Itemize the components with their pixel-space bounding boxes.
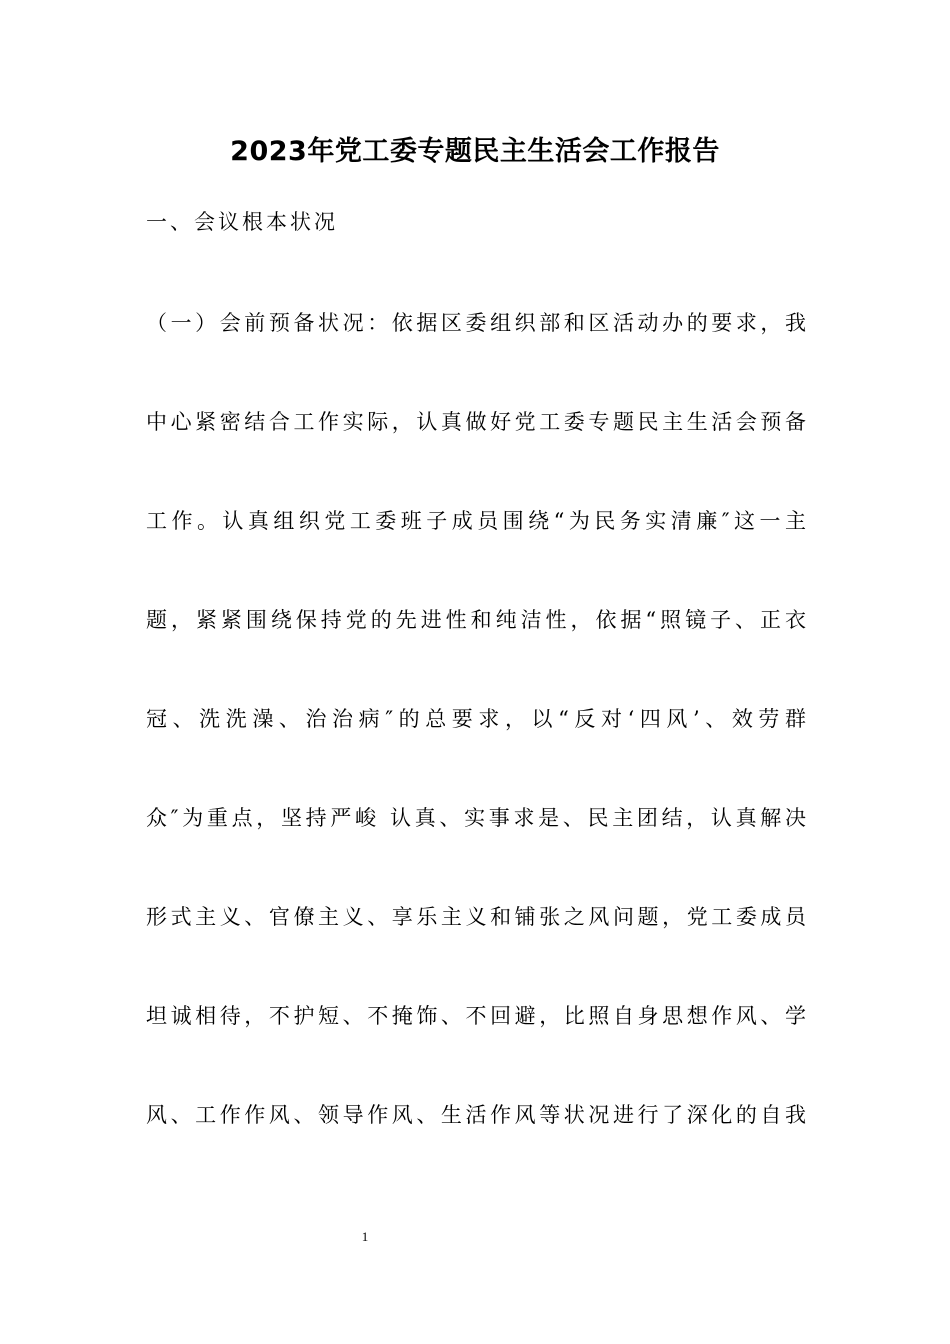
paragraph-line: 众″为重点，坚持严峻 认真、实事求是、民主团结，认真解决 (146, 806, 806, 830)
document-title: 2023年党工委专题民主生活会工作报告 (230, 136, 720, 167)
paragraph-line: 坦诚相待，不护短、不掩饰、不回避，比照自身思想作风、学 (146, 1004, 806, 1028)
paragraph-line: 冠、洗洗澡、治治病″的总要求，以“反对‘四风’、效劳群 (146, 707, 806, 731)
paragraph-line: （一）会前预备状况：依据区委组织部和区活动办的要求，我 (146, 311, 806, 335)
paragraph-line: 题，紧紧围绕保持党的先进性和纯洁性，依据“照镜子、正衣 (146, 608, 806, 632)
section-heading: 一、会议根本状况 (146, 210, 338, 234)
paragraph-line: 中心紧密结合工作实际，认真做好党工委专题民主生活会预备 (146, 410, 806, 434)
paragraph-line: 形式主义、官僚主义、享乐主义和铺张之风问题，党工委成员 (146, 905, 806, 929)
paragraph-line: 风、工作作风、领导作风、生活作风等状况进行了深化的自我 (146, 1103, 806, 1127)
page-number: 1 (361, 1229, 369, 1244)
paragraph-line: 工作。认真组织党工委班子成员围绕“为民务实清廉″这一主 (146, 509, 806, 533)
